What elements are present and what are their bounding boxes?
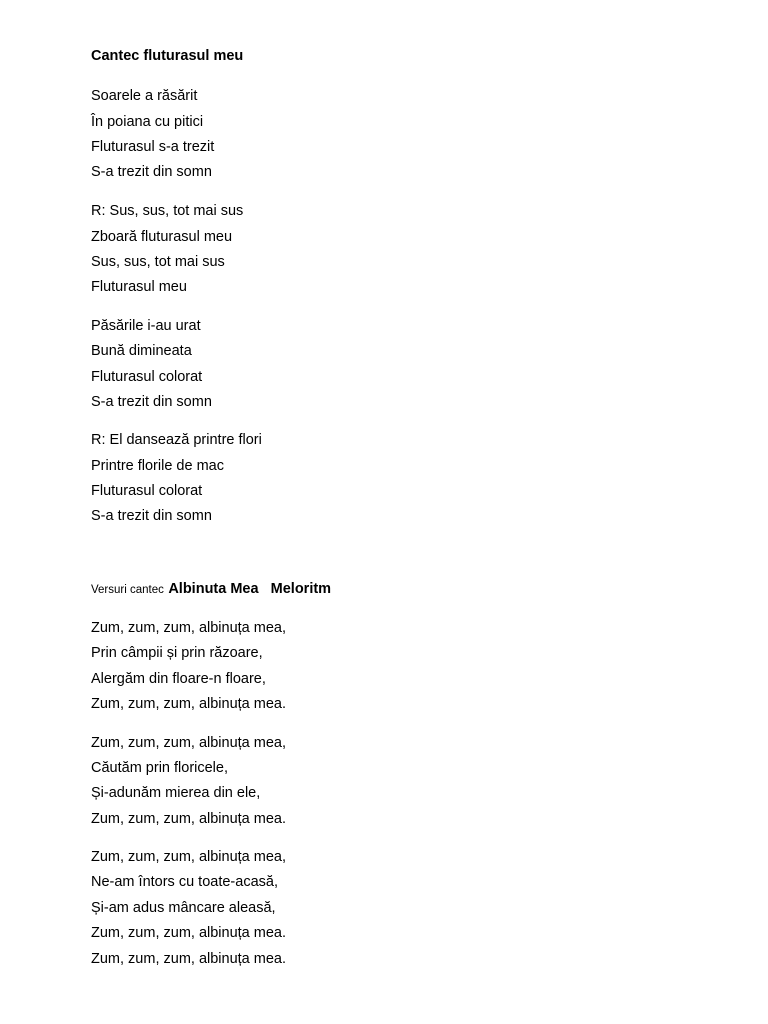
song2-title <box>91 580 331 599</box>
lyric-line: Alergăm din floare-n floare, <box>91 671 266 687</box>
lyric-line: R: Sus, sus, tot mai sus <box>91 203 244 219</box>
lyric-line: Sus, sus, tot mai sus <box>91 254 225 270</box>
lyric-line: Zum, zum, zum, albinuța mea, <box>91 620 287 636</box>
lyric-line: S-a trezit din somn <box>91 394 212 410</box>
lyric-line: Fluturasul meu <box>91 279 187 295</box>
lyric-line: Ne-am întors cu toate-acasă, <box>91 874 278 890</box>
lyric-line: S-a trezit din somn <box>91 164 212 180</box>
lyric-line: Zum, zum, zum, albinuța mea. <box>91 696 287 712</box>
lyric-line: R: El dansează printre flori <box>91 432 262 448</box>
lyric-line: Și-am adus mâncare aleasă, <box>91 900 276 916</box>
song2-title-main: Albinuta Mea Meloritm <box>168 581 332 597</box>
lyric-line: Fluturasul colorat <box>91 369 203 385</box>
lyric-line: Zum, zum, zum, albinuța mea. <box>91 925 287 941</box>
lyric-line: Soarele a răsărit <box>91 88 198 104</box>
song2-title-prefix: Versuri cantec <box>91 584 164 596</box>
lyric-line: Fluturasul colorat <box>91 483 203 499</box>
lyric-line: Zum, zum, zum, albinuța mea, <box>91 849 287 865</box>
lyric-line: Fluturasul s-a trezit <box>91 139 215 155</box>
lyric-line: Păsările i-au urat <box>91 318 201 334</box>
lyric-line: Zum, zum, zum, albinuța mea, <box>91 735 287 751</box>
lyric-line: S-a trezit din somn <box>91 508 212 524</box>
lyric-line: Și-adunăm mierea din ele, <box>91 785 261 801</box>
lyric-line: Zum, zum, zum, albinuța mea. <box>91 811 287 827</box>
lyric-line: Bună dimineata <box>91 343 192 359</box>
lyric-line: Prin câmpii și prin răzoare, <box>91 645 263 661</box>
lyric-line: În poiana cu pitici <box>91 114 204 130</box>
lyric-line: Căutăm prin floricele, <box>91 760 228 776</box>
lyric-line: Zum, zum, zum, albinuța mea. <box>91 951 287 967</box>
lyric-line: Printre florile de mac <box>91 458 224 474</box>
lyric-line: Zboară fluturasul meu <box>91 229 233 245</box>
song1-title: Cantec fluturasul meu <box>91 48 244 64</box>
